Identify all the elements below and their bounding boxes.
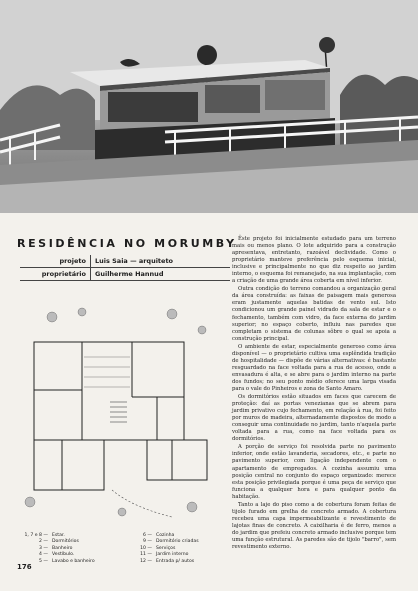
house-photograph	[0, 0, 418, 213]
body-paragraph: Os dormitórios estão situados em faces que carecem de proteção: daí as portas venezianas que se abrem para jardim privativo cujo fechamento, em relação à rua, foi feito por muros de madeira, alternadamente dispostos de modo a conseguir uma continuidade no jardim, tanto n'aquela parte voltada para a rua, como na face voltada para os dormitórios.	[232, 394, 396, 443]
body-paragraph: Tanto a laje do piso como a de cobertura foram feitas de tijolo furado em grelha de concreto armado. A cobertura recebeu uma capa impermeabilizante e revestimento de lajotas finas de concreto. A caixilharia é de ferro, menos a do jardim que prefeiu concreto armado inclusive porque tem uma função estrutural. As paredes são de tijolo "barro", sem revestimento externo.	[232, 501, 396, 551]
credits-table	[20, 255, 230, 281]
body-paragraph: O ambiente de estar, especialmente generoso como área disponível — o proprietário cultiva uma esplêndida tradição de hospitalidade — dispõe de várias alternativas: é bastante resguardado na face voltada para a rua de acesso, onde a envasadura é alta, e se abre para o jardim interno na parte dos fundos; no seu ponto médio oferece uma larga visada para o vale do Pinheiros e zona de Santo Amaro.	[232, 343, 396, 392]
credit-value: Luis Saia — arquiteto	[95, 257, 174, 265]
body-paragraph: Outra condição do terreno comandou a organização geral da área construída: as faixas de paisagem mais generosa eram justamente aquelas batidas de vento sul. Isto condicionou um grande painel vidrado da sala de estar e o fechamento, também com vidro, da face externa do jardim superior; no espaço coberto, influiu nas paredes que completam o sistema de colunas sôbre o qual se apoia a construção principal.	[232, 286, 396, 342]
legend-item: 5 — Lavabo e banheiro	[39, 558, 95, 564]
credit-row	[20, 255, 230, 268]
legend-item: 4 — Vestíbulo.	[39, 552, 75, 558]
credit-key: proprietário	[20, 268, 91, 280]
article-body	[232, 236, 396, 552]
credit-row	[20, 268, 230, 281]
body-paragraph: Êste projeto foi inicialmente estudado para um terreno mais ou menos plano. O lote adquirido para a construção apresentava, entretanto, razoável declividade. Como o proprietário manteve preferência pelo esquema inicial, inclusive e principalmente no que diz respeito ao jardim interno, o esquema foi remanejado, na sua implantação, com a criação de uma grande área coberta em nível inferior.	[232, 236, 396, 285]
credit-key: projeto	[20, 255, 91, 267]
legend-item: 9 — Dormitório criadas	[143, 539, 199, 545]
body-paragraph: A porção de serviço foi resolvida parte no pavimento inferior, onde estão lavanderia, secadores, etc., e parte no pavimento superior, com ligação independente com o apartamento de empregados. A cozinha assumiu uma posição central no conjunto do espaço organizado: merece esta posição privilegiada porque é uma peça de serviço que funciona a qualquer hora e para qualquer ponto da habitação.	[232, 444, 396, 500]
page-number: 176	[17, 563, 32, 571]
floor-plan-drawing	[22, 302, 222, 530]
legend-item: 11 — Jardim interno	[140, 552, 189, 558]
legend-item: 3 — Banheiro	[39, 545, 73, 551]
legend-item: 6 — Cozinha	[143, 533, 175, 538]
legend-item: 12 — Entrada p/ autos	[140, 558, 195, 564]
plan-legend	[22, 533, 230, 564]
legend-item: 1, 7 e 8 — Estar.	[24, 533, 65, 538]
legend-item: 10 — Serviços	[140, 545, 176, 551]
article-title: RESIDÊNCIA NO MORUMBY	[17, 237, 237, 250]
credit-value: Guilherme Hannud	[95, 270, 164, 278]
legend-item: 2 — Dormitórios	[39, 539, 79, 545]
